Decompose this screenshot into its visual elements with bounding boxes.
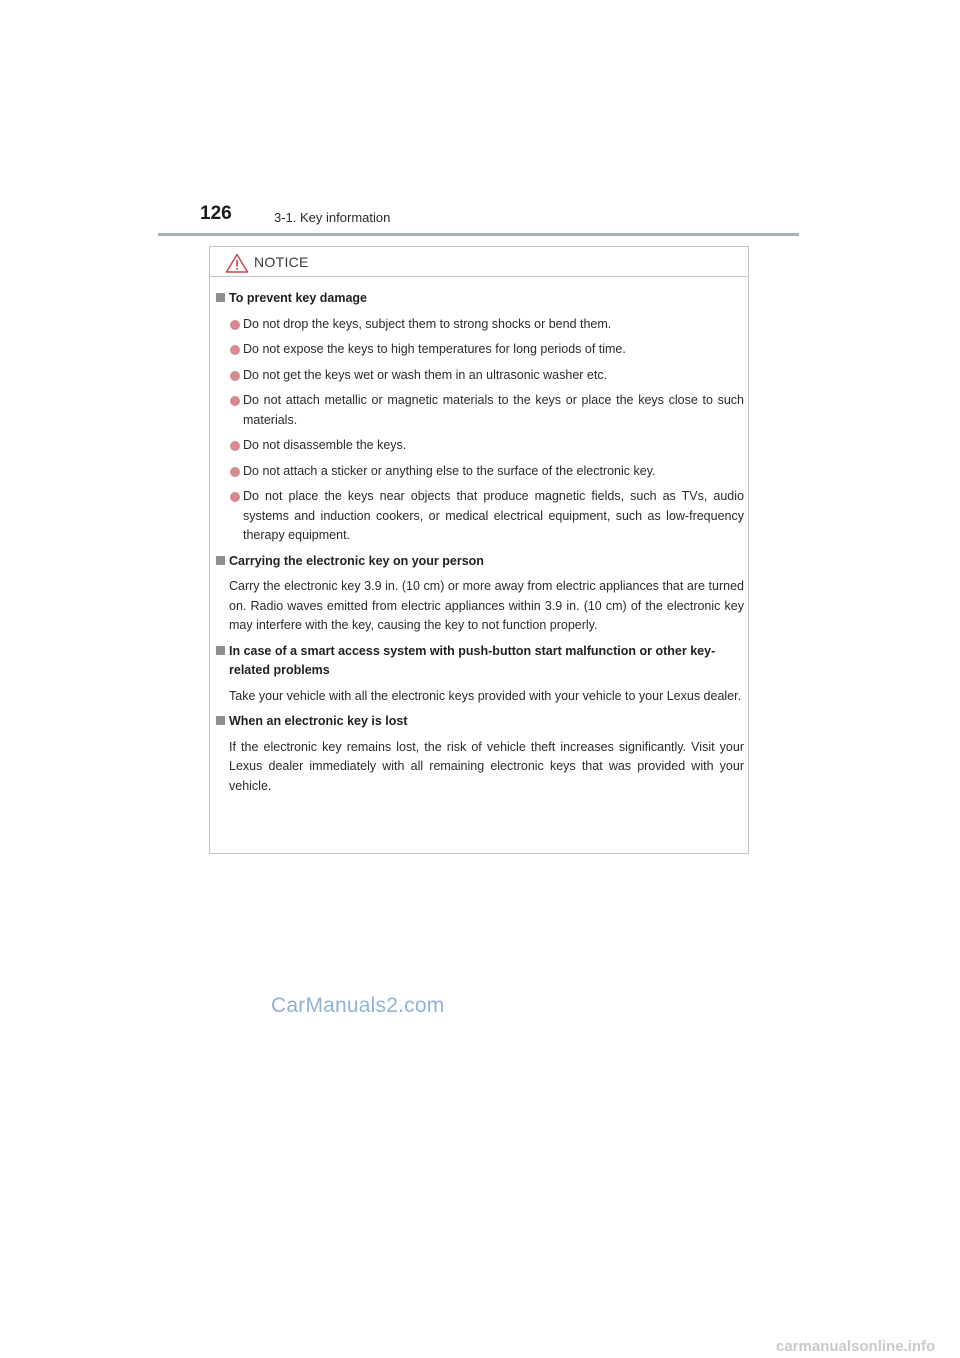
section-heading: In case of a smart access system with push-button start malfunction or other key-related problems — [215, 642, 744, 681]
list-item: Do not expose the keys to high temperatures for long periods of time. — [215, 340, 744, 360]
footer-url: carmanualsonline.info — [776, 1338, 936, 1355]
section-title: 3-1. Key information — [274, 210, 391, 225]
notice-box — [209, 246, 749, 854]
section-text: If the electronic key remains lost, the risk of vehicle theft increases significantly. Visit your Lexus dealer immediately with all remaining electronic keys that was provided with your vehicle. — [229, 739, 744, 793]
list-item: Do not attach a sticker or anything else to the surface of the electronic key. — [215, 462, 744, 482]
section-text: Take your vehicle with all the electronic keys provided with your vehicle to your Lexus dealer. — [229, 688, 742, 703]
watermark-link[interactable]: CarManuals2.com — [271, 994, 445, 1017]
round-bullet-icon — [230, 320, 240, 330]
page-number: 126 — [200, 203, 232, 224]
page-header — [158, 200, 799, 236]
round-bullet-icon — [230, 492, 240, 502]
notice-label: NOTICE — [254, 254, 309, 270]
round-bullet-icon — [230, 345, 240, 355]
round-bullet-icon — [230, 396, 240, 406]
square-bullet-icon — [216, 716, 225, 725]
notice-content — [215, 289, 744, 802]
section-heading: When an electronic key is lost — [215, 712, 744, 732]
list-item: Do not place the keys near objects that produce magnetic fields, such as TVs, audio systems and induction cookers, or medical electrical equipment, such as low-frequency therapy equipment. — [215, 487, 744, 546]
square-bullet-icon — [216, 646, 225, 655]
round-bullet-icon — [230, 371, 240, 381]
list-item: Do not disassemble the keys. — [215, 436, 744, 456]
section-heading: Carrying the electronic key on your person — [215, 552, 744, 572]
square-bullet-icon — [216, 556, 225, 565]
header-rule — [158, 233, 799, 236]
list-item: Do not drop the keys, subject them to strong shocks or bend them. — [215, 315, 744, 335]
round-bullet-icon — [230, 441, 240, 451]
round-bullet-icon — [230, 467, 240, 477]
notice-header — [210, 247, 748, 277]
section-heading: To prevent key damage — [215, 289, 744, 309]
warning-triangle-icon — [225, 253, 249, 273]
list-item: Do not get the keys wet or wash them in an ultrasonic washer etc. — [215, 366, 744, 386]
section-text: Carry the electronic key 3.9 in. (10 cm) or more away from electric appliances that are turned on. Radio waves emitted from electric appliances within 3.9 in. (10 cm) of the electronic key may interfere with the key, causing the key to not function properly. — [229, 579, 744, 632]
square-bullet-icon — [216, 293, 225, 302]
list-item: Do not attach metallic or magnetic materials to the keys or place the keys close to such materials. — [215, 391, 744, 430]
